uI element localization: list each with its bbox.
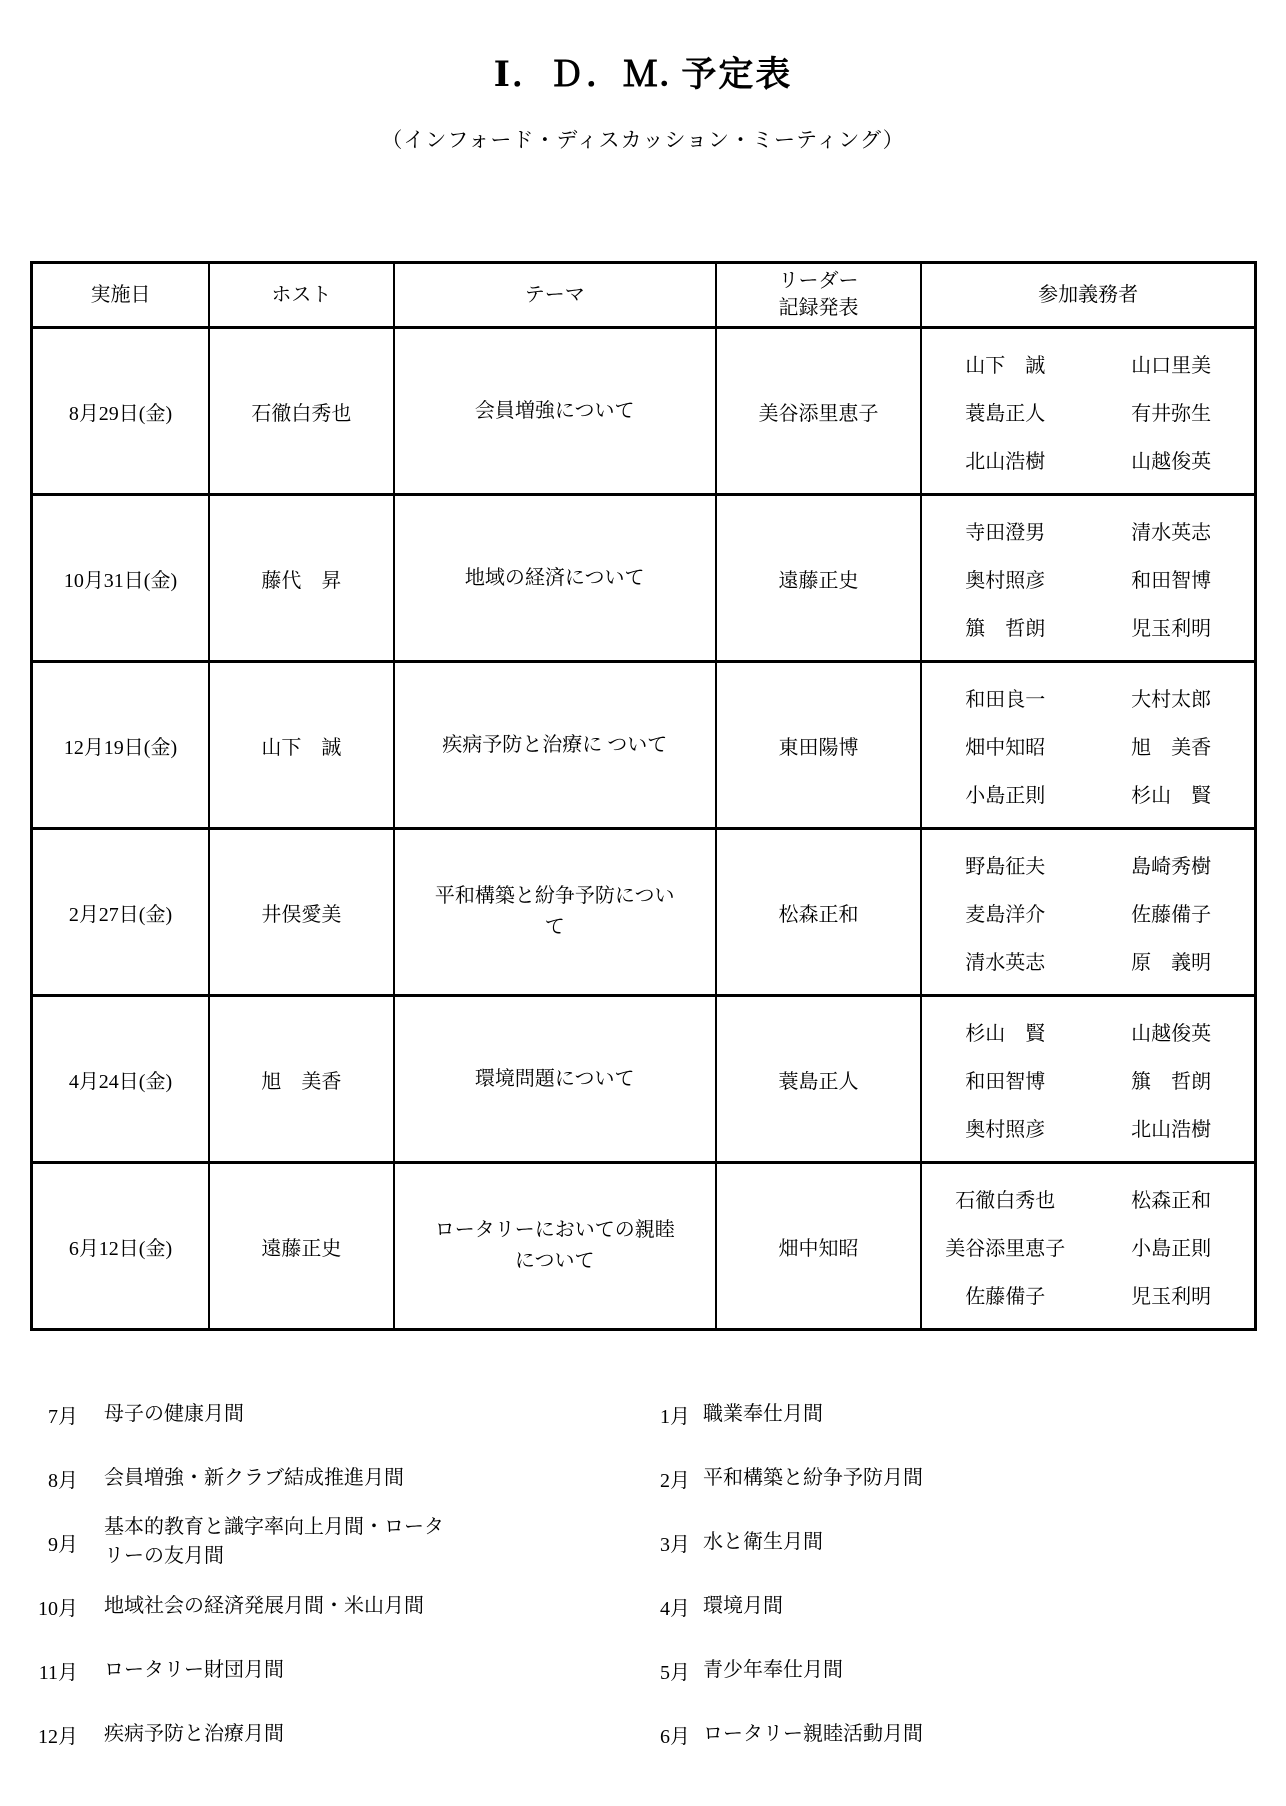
- page-title: Ⅰ．Ｄ．Ｍ. 予定表: [493, 55, 793, 94]
- table-row: [32, 662, 1256, 829]
- cell-participants: [921, 1163, 1255, 1330]
- cell-date: 6月12日(金): [32, 1163, 209, 1330]
- cell-leader: 美谷添里恵子: [716, 328, 922, 495]
- participants-grid: [922, 329, 1254, 493]
- cell-leader: 蓑島正人: [716, 996, 922, 1163]
- col-header-host: ホスト: [209, 263, 394, 328]
- month-label: 職業奉仕月間: [703, 1402, 823, 1425]
- participants-grid: [922, 496, 1254, 660]
- cell-host: 山下 誠: [209, 662, 394, 829]
- cell-participants: [921, 829, 1255, 996]
- theme-line: て: [544, 916, 565, 939]
- month-label: 会員増強・新クラブ結成推進月間: [104, 1466, 404, 1489]
- table-row: [32, 829, 1256, 996]
- participant-name: 島崎秀樹: [1131, 855, 1212, 878]
- col-header-leader-line2: 記録発表: [778, 297, 859, 320]
- theme-line: 地域の経済について: [464, 566, 645, 589]
- theme-line: について: [514, 1250, 595, 1273]
- table-row: [32, 996, 1256, 1163]
- month-number: 10月: [38, 1597, 78, 1620]
- participant-name: 清水英志: [965, 951, 1046, 974]
- col-header-participants: 参加義務者: [921, 263, 1255, 328]
- month-item: [38, 1446, 628, 1510]
- participant-name: 畑中知昭: [965, 736, 1046, 759]
- cell-participants: [921, 996, 1255, 1163]
- participant-name: 山口里美: [1131, 354, 1212, 377]
- participant-name: 蓑島正人: [965, 402, 1046, 425]
- month-item: [38, 1638, 628, 1702]
- participant-name: 清水英志: [1131, 521, 1212, 544]
- cell-host: 井俣愛美: [209, 829, 394, 996]
- cell-date: 2月27日(金): [32, 829, 209, 996]
- participant-name: 寺田澄男: [965, 521, 1046, 544]
- theme-line: 環境問題について: [474, 1067, 635, 1090]
- cell-host: 石徹白秀也: [209, 328, 394, 495]
- cell-participants: [921, 328, 1255, 495]
- cell-theme: [394, 1163, 716, 1330]
- participant-name: 杉山 賢: [965, 1022, 1046, 1045]
- month-item: [38, 1382, 628, 1446]
- table-header-row: [32, 263, 1256, 328]
- month-number: 12月: [38, 1725, 78, 1748]
- cell-theme: [394, 328, 716, 495]
- table-row: [32, 1163, 1256, 1330]
- col-header-leader: [716, 263, 922, 328]
- month-number: 8月: [48, 1469, 78, 1492]
- monthly-themes: [0, 1382, 1286, 1766]
- participant-name: 和田良一: [965, 688, 1046, 711]
- participants-grid: [922, 1164, 1254, 1328]
- participant-name: 松森正和: [1131, 1189, 1212, 1212]
- month-item: [628, 1702, 1286, 1766]
- month-item: [38, 1510, 628, 1574]
- participant-name: 大村太郎: [1131, 688, 1212, 711]
- month-label: 青少年奉仕月間: [703, 1658, 843, 1681]
- participant-name: 麦島洋介: [965, 903, 1046, 926]
- participants-grid: [922, 830, 1254, 994]
- month-item: [628, 1446, 1286, 1510]
- theme-line: ロータリーにおいての親睦: [434, 1219, 675, 1242]
- participant-name: 山越俊英: [1131, 450, 1212, 473]
- cell-participants: [921, 662, 1255, 829]
- participant-name: 和田智博: [965, 1070, 1046, 1093]
- participant-name: 小島正則: [1131, 1237, 1212, 1260]
- month-item: [38, 1702, 628, 1766]
- participants-grid: [922, 997, 1254, 1161]
- participant-name: 旭 美香: [1131, 736, 1212, 759]
- idm-schedule-table: [30, 261, 1257, 1331]
- month-number: 1月: [660, 1405, 690, 1428]
- table-row: [32, 328, 1256, 495]
- participant-name: 山下 誠: [965, 354, 1046, 377]
- participants-grid: [922, 663, 1254, 827]
- cell-leader: 遠藤正史: [716, 495, 922, 662]
- participant-name: 佐藤備子: [965, 1285, 1046, 1308]
- participant-name: 奥村照彦: [965, 569, 1046, 592]
- participant-name: 児玉利明: [1131, 617, 1212, 640]
- participant-name: 北山浩樹: [965, 450, 1046, 473]
- participant-name: 石徹白秀也: [955, 1189, 1056, 1212]
- cell-date: 12月19日(金): [32, 662, 209, 829]
- participant-name: 簱 哲朗: [965, 617, 1046, 640]
- month-number: 2月: [660, 1469, 690, 1492]
- cell-host: 遠藤正史: [209, 1163, 394, 1330]
- participant-name: 美谷添里恵子: [945, 1237, 1066, 1260]
- month-label: 母子の健康月間: [104, 1402, 244, 1425]
- cell-theme: [394, 662, 716, 829]
- cell-date: 10月31日(金): [32, 495, 209, 662]
- month-label: 疾病予防と治療月間: [104, 1722, 284, 1745]
- month-label: 環境月間: [703, 1594, 783, 1617]
- cell-host: 藤代 昇: [209, 495, 394, 662]
- month-item: [38, 1574, 628, 1638]
- col-header-leader-line1: リーダー: [778, 270, 859, 293]
- cell-theme: [394, 829, 716, 996]
- participant-name: 小島正則: [965, 784, 1046, 807]
- theme-line: 疾病予防と治療に ついて: [442, 733, 668, 756]
- month-item: [628, 1638, 1286, 1702]
- month-number: 3月: [660, 1533, 690, 1556]
- cell-leader: 松森正和: [716, 829, 922, 996]
- col-header-theme: テーマ: [394, 263, 716, 328]
- month-label: 地域社会の経済発展月間・米山月間: [104, 1594, 424, 1617]
- month-label: 平和構築と紛争予防月間: [703, 1466, 923, 1489]
- participant-name: 佐藤備子: [1131, 903, 1212, 926]
- participant-name: 野島征夫: [965, 855, 1046, 878]
- month-item: [628, 1574, 1286, 1638]
- cell-host: 旭 美香: [209, 996, 394, 1163]
- cell-leader: 畑中知昭: [716, 1163, 922, 1330]
- month-label: 水と衛生月間: [703, 1530, 823, 1553]
- month-label: ロータリー親睦活動月間: [703, 1722, 923, 1745]
- cell-date: 8月29日(金): [32, 328, 209, 495]
- month-number: 6月: [660, 1725, 690, 1748]
- page-subtitle: （インフォード・ディスカッション・ミーティング）: [381, 128, 905, 152]
- table-row: [32, 495, 1256, 662]
- cell-theme: [394, 996, 716, 1163]
- month-item: [628, 1382, 1286, 1446]
- participant-name: 簱 哲朗: [1131, 1070, 1212, 1093]
- participant-name: 原 義明: [1131, 951, 1212, 974]
- month-label: ロータリー財団月間: [104, 1658, 284, 1681]
- month-number: 9月: [48, 1533, 78, 1556]
- theme-line: 平和構築と紛争予防につい: [434, 885, 675, 908]
- col-header-date: 実施日: [32, 263, 209, 328]
- participant-name: 和田智博: [1131, 569, 1212, 592]
- participant-name: 児玉利明: [1131, 1285, 1212, 1308]
- cell-leader: 東田陽博: [716, 662, 922, 829]
- participant-name: 山越俊英: [1131, 1022, 1212, 1045]
- theme-line: 会員増強について: [474, 399, 635, 422]
- participant-name: 杉山 賢: [1131, 784, 1212, 807]
- month-number: 7月: [48, 1405, 78, 1428]
- month-number: 5月: [660, 1661, 690, 1684]
- month-label: 基本的教育と識字率向上月間・ロータリーの友月間: [104, 1516, 444, 1568]
- cell-date: 4月24日(金): [32, 996, 209, 1163]
- month-number: 11月: [38, 1661, 78, 1684]
- cell-participants: [921, 495, 1255, 662]
- month-item: [628, 1510, 1286, 1574]
- participant-name: 有井弥生: [1131, 402, 1212, 425]
- cell-theme: [394, 495, 716, 662]
- month-number: 4月: [660, 1597, 690, 1620]
- participant-name: 北山浩樹: [1131, 1118, 1212, 1141]
- participant-name: 奥村照彦: [965, 1118, 1046, 1141]
